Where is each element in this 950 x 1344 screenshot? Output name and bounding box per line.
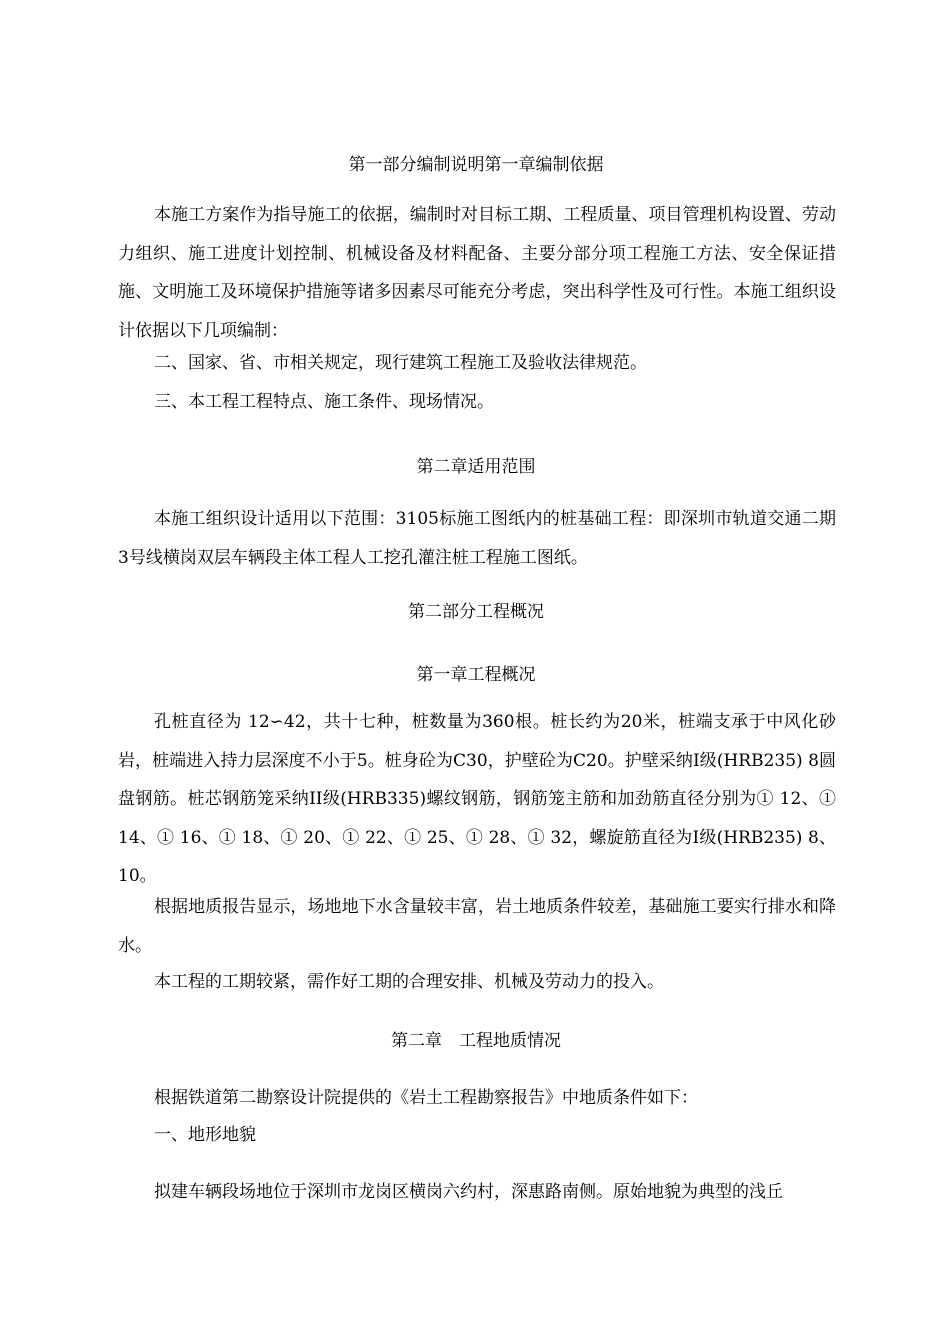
chapter1-overview-heading: 第一章工程概况	[416, 665, 536, 685]
terrain-item-1: 一、地形地貌	[154, 1125, 256, 1145]
schedule-note: 本工程的工期较紧，需作好工期的合理安排、机械及劳动力的投入。	[154, 972, 664, 992]
basis-item-2: 二、国家、省、市相关规定，现行建筑工程施工及验收法律规范。	[154, 353, 647, 373]
part1-heading: 第一部分编制说明第一章编制依据	[348, 155, 604, 175]
basis-item-3: 三、本工程工程特点、施工条件、现场情况。	[154, 392, 494, 412]
geology-note-paragraph: 根据地质报告显示，场地地下水含量较丰富，岩土地质条件较差，基础施工要实行排水和降水。	[118, 897, 836, 956]
chapter2-geology-heading: 第二章 工程地质情况	[391, 1031, 561, 1051]
chapter2-scope-heading: 第二章适用范围	[416, 457, 536, 477]
part2-heading: 第二部分工程概况	[408, 602, 544, 622]
geology-source-line: 根据铁道第二勘察设计院提供的《岩土工程勘察报告》中地质条件如下：	[154, 1088, 698, 1108]
terrain-paragraph: 拟建车辆段场地位于深圳市龙岗区横岗六约村，深惠路南侧。原始地貌为典型的浅丘	[154, 1182, 783, 1202]
part1-intro-paragraph: 本施工方案作为指导施工的依据，编制时对目标工期、工程质量、项目管理机构设置、劳动力组织、施工进度计划控制、机械设备及材料配备、主要分部分项工程施工方法、安全保证措施、文明施工及环境保护措施等诸多因素尽可能充分考虑，突出科学性及可行性。本施工组织设计依据以下几项编制：	[118, 205, 836, 341]
overview-paragraph: 孔桩直径为 12∽42，共十七种，桩数量为360根。桩长约为20米，桩端支承于中风化砂岩，桩端进入持力层深度不小于5。桩身砼为C30，护壁砼为C20。护壁采纳Ⅰ级(HRB235) 8圆盘钢筋。桩芯钢筋笼采纳II级(HRB335)螺纹钢筋，钢筋笼主筋和加劲筋直径分别为① 12、① 14、① 16、① 18、① 20、① 22、① 25、① 28、① 32，螺旋筋直径为Ⅰ级(HRB235) 8、10。	[118, 712, 836, 886]
scope-paragraph: 本施工组织设计适用以下范围：3105标施工图纸内的桩基础工程：即深圳市轨道交通二期3号线横岗双层车辆段主体工程人工挖孔灌注桩工程施工图纸。	[118, 509, 836, 568]
